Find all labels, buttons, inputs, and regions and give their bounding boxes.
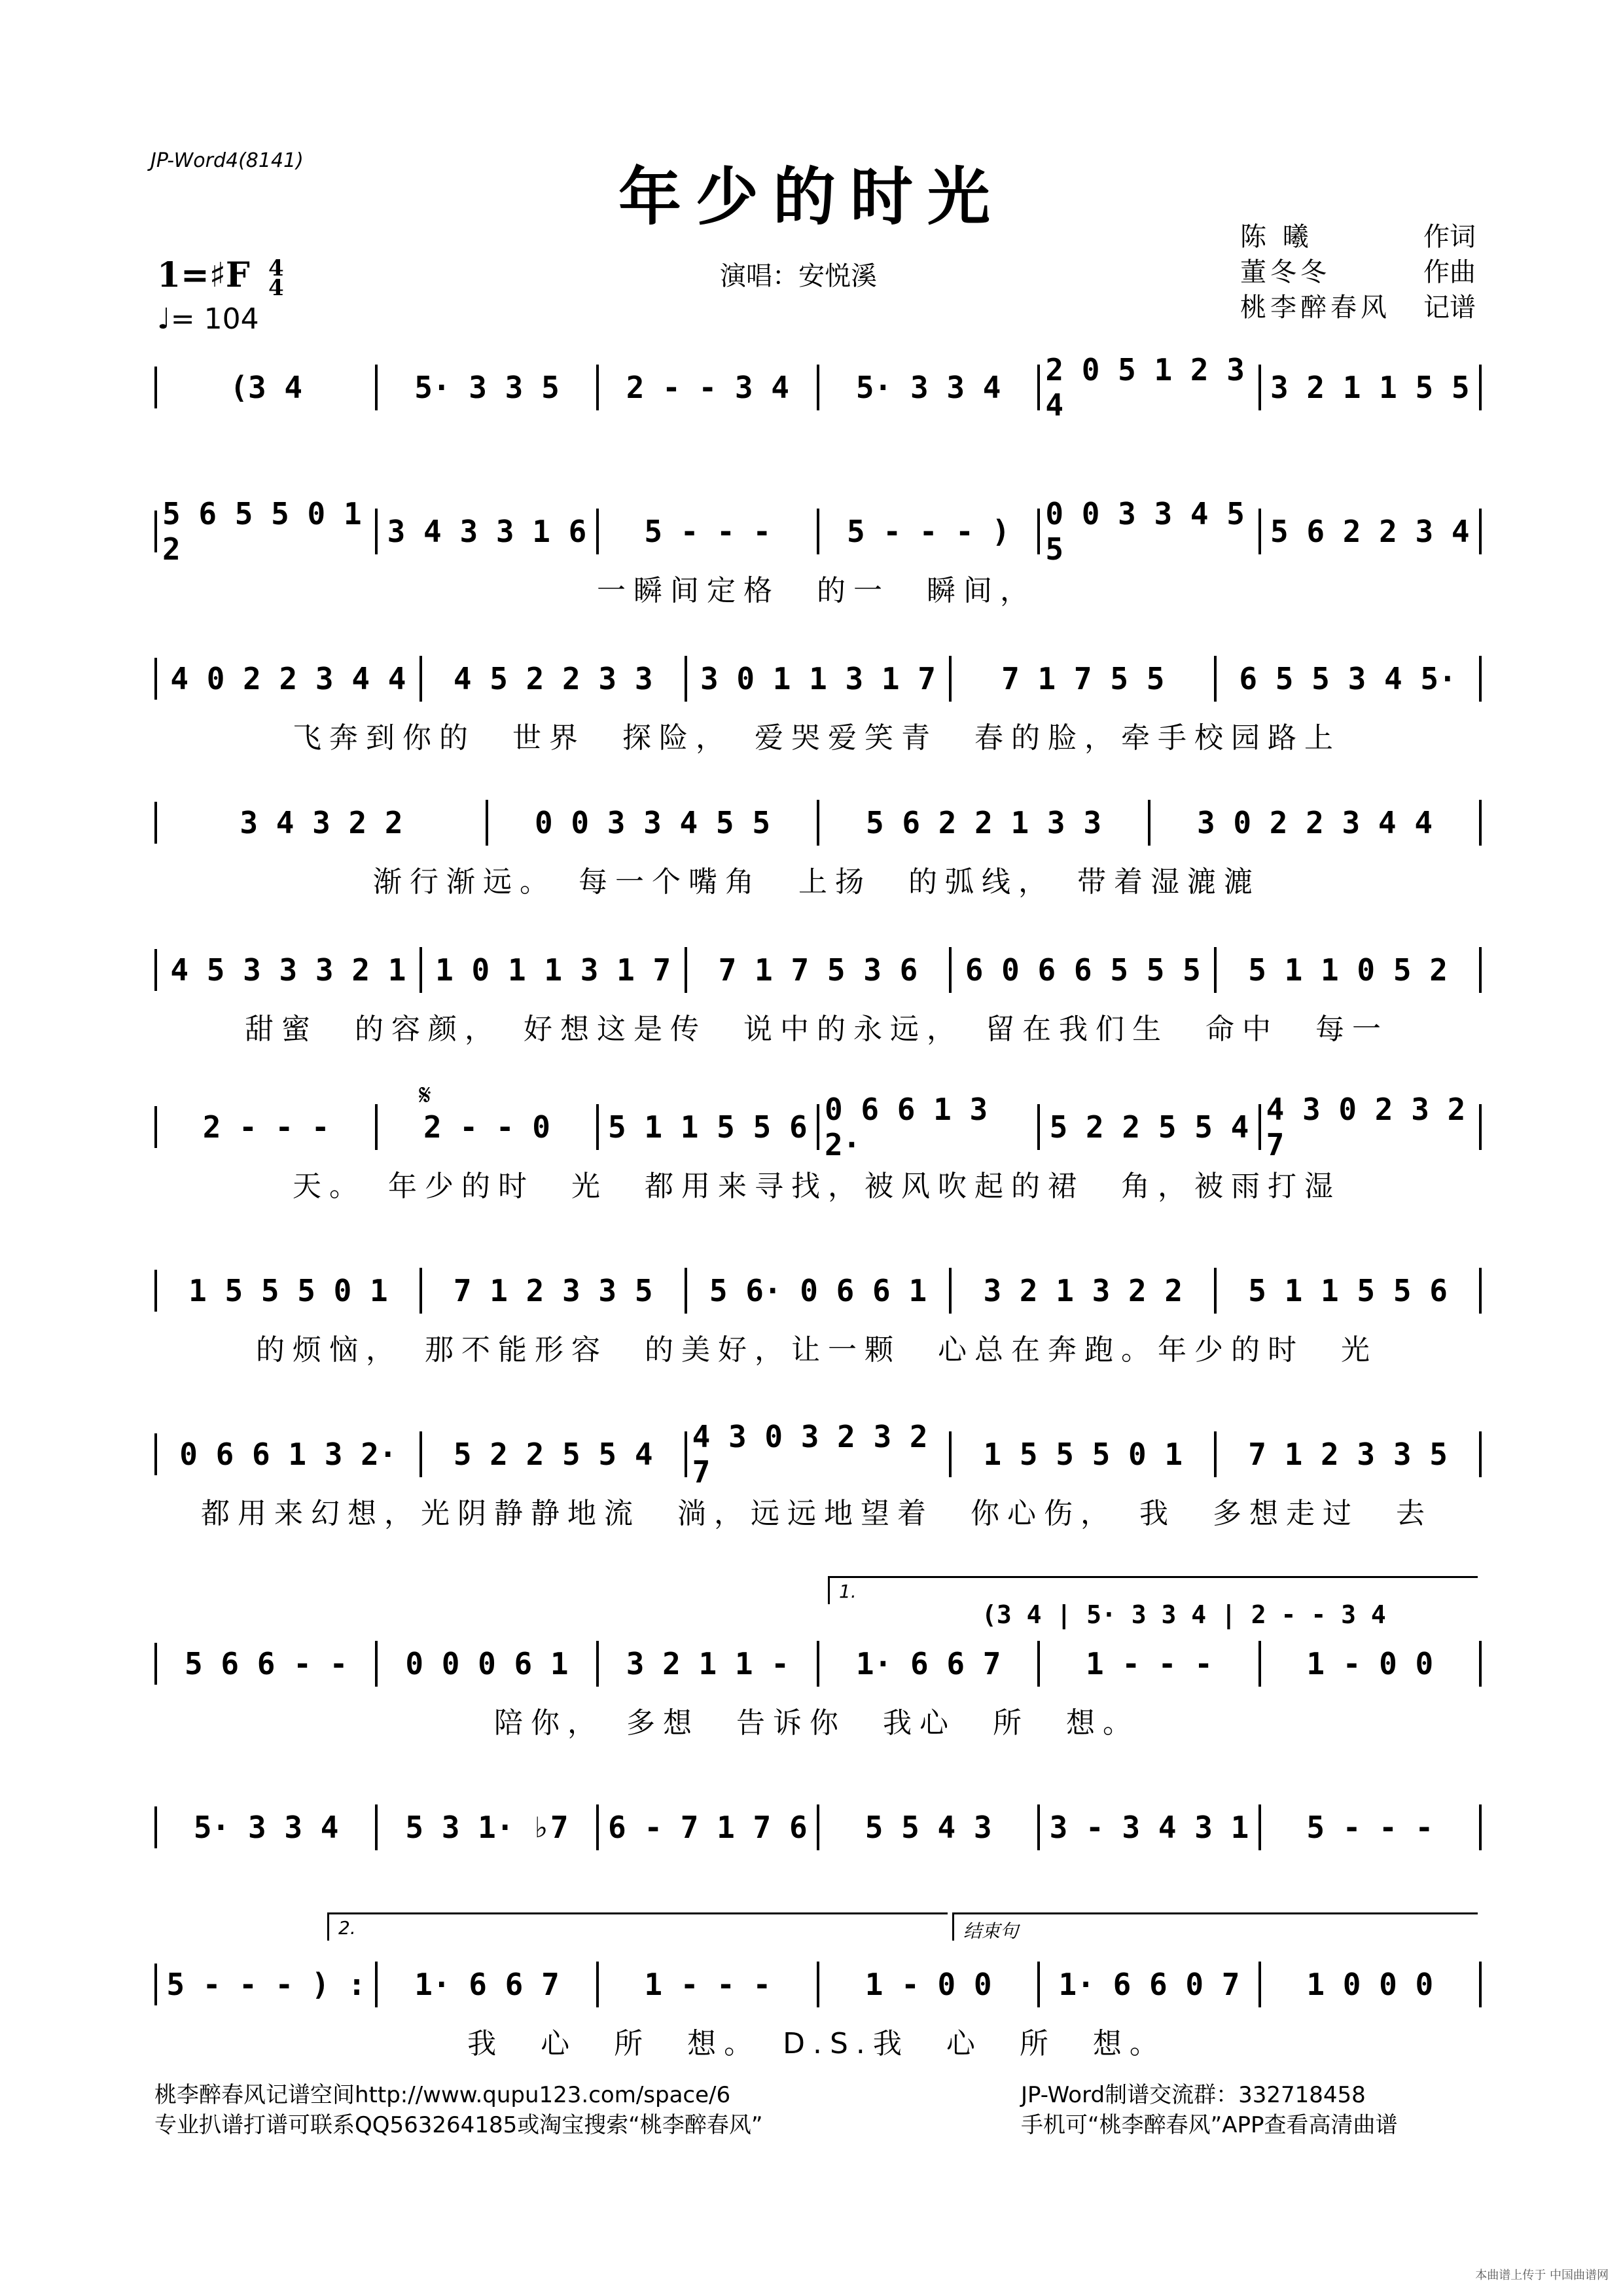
measure: 0 6 6 1 3 2· xyxy=(819,1104,1040,1150)
key-label: 1=♯F xyxy=(157,255,250,295)
measure: 2 - - - xyxy=(157,1104,378,1150)
software-label: JP-Word4(8141) xyxy=(151,149,304,172)
credits-block xyxy=(1240,219,1476,325)
inline-phrase: (3 4 | 5· 3 3 4 | 2 - - 3 4 xyxy=(982,1600,1386,1629)
measure: 1· 6 6 7 xyxy=(819,1641,1040,1687)
credit-composer xyxy=(1240,255,1476,290)
credit-name: 董冬冬 xyxy=(1240,257,1330,287)
measure: 0 0 3 3 4 5 5 xyxy=(1040,509,1260,554)
measure: (3 4 xyxy=(157,365,378,410)
measure: 5 - - - xyxy=(599,509,819,554)
measure: 5 6 5 5 0 1 2 xyxy=(157,509,378,554)
key-signature xyxy=(157,255,284,301)
measure: 5 2 2 5 5 4 xyxy=(1040,1104,1260,1150)
notes-row xyxy=(154,658,1482,700)
credit-transcriber xyxy=(1240,290,1476,325)
measure: 4 5 2 2 3 3 xyxy=(422,656,687,702)
lyrics-line: 甜蜜 的容颜， 好想这是传 说中的永远， 留在我们生 命中 每一 xyxy=(245,1013,1389,1046)
measure: 4 3 0 3 2 3 2 7 xyxy=(687,1431,952,1477)
measure: 0 6 6 1 3 2· xyxy=(157,1431,422,1477)
measure: 2 - - 0 xyxy=(378,1104,598,1150)
measure: 3 2 1 3 2 2 xyxy=(952,1268,1217,1314)
measure: 1 - - - xyxy=(599,1962,819,2007)
volta-ending-label: 结束句 xyxy=(963,1920,1019,1942)
lyrics-line: 都用来幻想，光阴静静地流 淌，远远地望着 你心伤， 我 多想走过 去 xyxy=(201,1497,1433,1530)
volta-second xyxy=(327,1912,948,1941)
tempo-marking: ♩= 104 xyxy=(157,302,259,336)
volta-second-label: 2. xyxy=(338,1917,356,1939)
measure: 5 1 1 0 5 2 xyxy=(1217,947,1482,993)
measure: 1 5 5 5 0 1 xyxy=(157,1268,422,1314)
measure: 5· 3 3 4 xyxy=(819,365,1040,410)
measure: 1 0 0 0 xyxy=(1261,1962,1482,2007)
measure: 5 2 2 5 5 4 xyxy=(422,1431,687,1477)
lyrics-line: 天。 年少的时 光 都用来寻找，被风吹起的裙 角，被雨打湿 xyxy=(293,1170,1341,1203)
credit-name: 桃李醉春风 xyxy=(1240,293,1391,323)
measure: 5 6 6 - - xyxy=(157,1641,378,1687)
measure: 5 - - - ) xyxy=(819,509,1040,554)
time-signature xyxy=(268,255,284,301)
measure: 2 0 5 1 2 3 4 xyxy=(1040,365,1260,410)
notes-row xyxy=(154,1806,1482,1848)
notes-row xyxy=(154,1270,1482,1312)
footer-left xyxy=(154,2080,762,2140)
notes-row xyxy=(154,1419,1482,1490)
measure: 3 2 1 1 5 5 xyxy=(1261,365,1482,410)
credit-role: 作曲 xyxy=(1423,257,1476,287)
measure: 3 4 3 2 2 xyxy=(157,800,488,846)
measure: 5 6· 0 6 6 1 xyxy=(687,1268,952,1314)
volta-first-label: 1. xyxy=(839,1581,857,1602)
measure: 1 5 5 5 0 1 xyxy=(952,1431,1217,1477)
footer-left-line2: 专业扒谱打谱可联系QQ563264185或淘宝搜索“桃李醉春风” xyxy=(154,2112,763,2138)
measure: 5 5 4 3 xyxy=(819,1804,1040,1850)
time-sig-top: 4 xyxy=(268,255,284,281)
notes-row xyxy=(154,496,1482,567)
measure: 5 6 2 2 1 3 3 xyxy=(819,800,1150,846)
notes-row xyxy=(154,1092,1482,1162)
notes-row xyxy=(154,1964,1482,2005)
measure: 4 3 0 2 3 2 7 xyxy=(1261,1104,1482,1150)
lyrics-line: 陪你， 多想 告诉你 我心 所 想。 xyxy=(494,1706,1139,1740)
measure: 5 6 2 2 3 4 xyxy=(1261,509,1482,554)
measure: 1 - 0 0 xyxy=(819,1962,1040,2007)
lyrics-line: 的烦恼， 那不能形容 的美好，让一颗 心总在奔跑。年少的时 光 xyxy=(256,1333,1378,1367)
lyrics-line: 渐行渐远。 每一个嘴角 上扬 的弧线， 带着湿漉漉 xyxy=(373,865,1260,899)
footer-left-line1: 桃李醉春风记谱空间http://www.qupu123.com/space/6 xyxy=(154,2082,731,2108)
measure: 7 1 7 5 3 6 xyxy=(687,947,952,993)
measure: 3 - 3 4 3 1 xyxy=(1040,1804,1260,1850)
song-title: 年少的时光 xyxy=(618,160,1005,234)
measure: 1· 6 6 7 xyxy=(378,1962,598,2007)
measure: 0 0 3 3 4 5 5 xyxy=(488,800,819,846)
lyrics-line: 我 心 所 想。 D.S.我 心 所 想。 xyxy=(467,2027,1166,2060)
credit-name: 陈 曦 xyxy=(1240,222,1313,252)
measure: 6 0 6 6 5 5 5 xyxy=(952,947,1217,993)
footer-right-line2: 手机可“桃李醉春风”APP查看高清曲谱 xyxy=(1021,2112,1398,2138)
measure: 7 1 7 5 5 xyxy=(952,656,1217,702)
measure: 3 2 1 1 - xyxy=(599,1641,819,1687)
measure: 5· 3 3 5 xyxy=(378,365,598,410)
measure: 5 - - - xyxy=(1261,1804,1482,1850)
measure: 7 1 2 3 3 5 xyxy=(422,1268,687,1314)
notes-row xyxy=(154,1643,1482,1685)
measure: 3 0 2 2 3 4 4 xyxy=(1150,800,1482,846)
lyrics-line: 一瞬间定格 的一 瞬间， xyxy=(597,574,1037,607)
measure: 3 4 3 3 1 6 xyxy=(378,509,598,554)
measure: 0 0 0 6 1 xyxy=(378,1641,598,1687)
measure: 5 1 1 5 5 6 xyxy=(599,1104,819,1150)
measure: 1 - 0 0 xyxy=(1261,1641,1482,1687)
footer-right-line1: JP-Word制谱交流群：332718458 xyxy=(1021,2082,1366,2108)
credit-lyricist xyxy=(1240,219,1476,255)
measure: 5 3 1· ♭7 xyxy=(378,1804,598,1850)
singer-line: 演唱：安悦溪 xyxy=(720,261,877,291)
measure: 1 0 1 1 3 1 7 xyxy=(422,947,687,993)
measure: 4 0 2 2 3 4 4 xyxy=(157,656,422,702)
measure: 4 5 3 3 3 2 1 xyxy=(157,947,422,993)
measure: 5 - - - ) : xyxy=(157,1962,378,2007)
measure: 7 1 2 3 3 5 xyxy=(1217,1431,1482,1477)
credit-role: 作词 xyxy=(1423,222,1476,252)
volta-ending xyxy=(952,1912,1478,1941)
notes-row xyxy=(154,352,1482,423)
time-sig-bottom: 4 xyxy=(268,274,284,301)
segno-sign: 𝄋 xyxy=(419,1079,431,1112)
measure: 6 - 7 1 7 6 xyxy=(599,1804,819,1850)
measure: 5· 3 3 4 xyxy=(157,1804,378,1850)
measure: 3 0 1 1 3 1 7 xyxy=(687,656,952,702)
lyrics-line: 飞奔到你的 世界 探险， 爱哭爱笑青 春的脸，牵手校园路上 xyxy=(293,721,1341,755)
measure: 5 1 1 5 5 6 xyxy=(1217,1268,1482,1314)
measure: 1· 6 6 0 7 xyxy=(1040,1962,1260,2007)
measure: 1 - - - xyxy=(1040,1641,1260,1687)
notes-row xyxy=(154,949,1482,991)
footer-right xyxy=(1021,2080,1398,2140)
site-watermark: 本曲谱上传于 中国曲谱网 xyxy=(1475,2269,1609,2282)
credit-role: 记谱 xyxy=(1423,293,1476,323)
notes-row xyxy=(154,802,1482,844)
measure: 6 5 5 3 4 5· xyxy=(1217,656,1482,702)
measure: 2 - - 3 4 xyxy=(599,365,819,410)
